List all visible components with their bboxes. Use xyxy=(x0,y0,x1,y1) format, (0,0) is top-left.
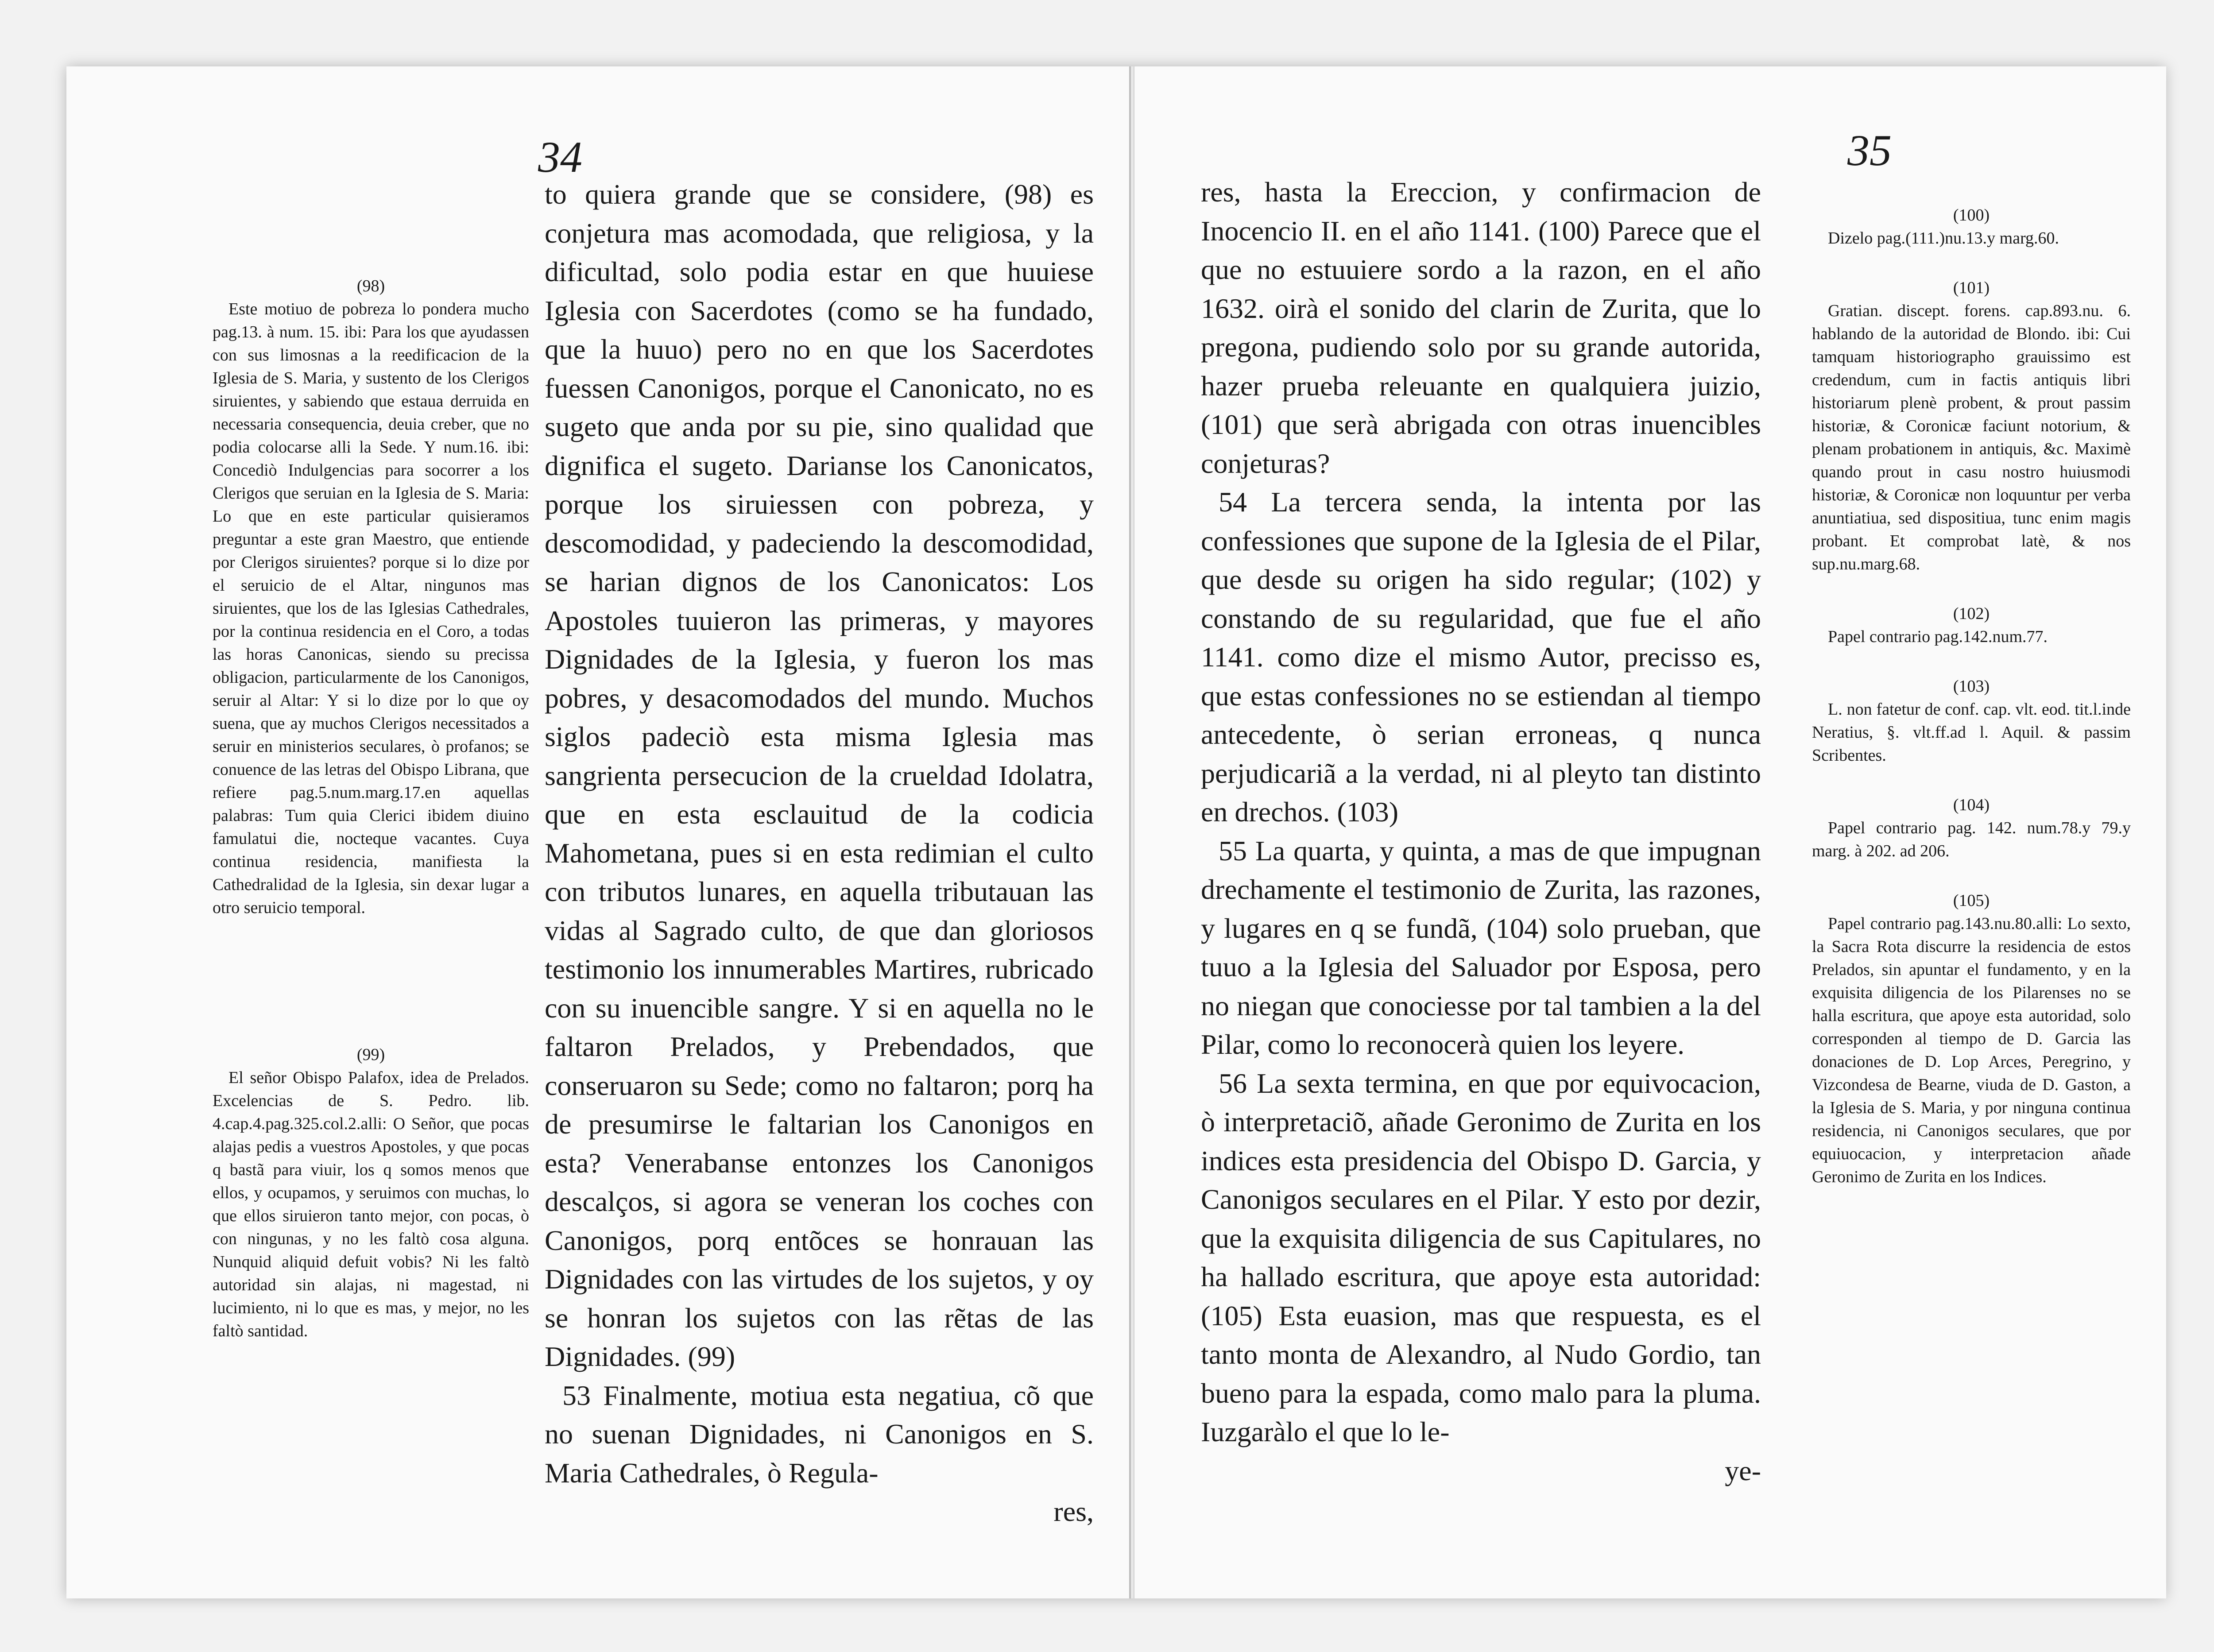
note-text: Papel contrario pag.143.nu.80.alli: Lo sexto, la Sacra Rota discurre la residencia de estos Prelados, sin apuntar el fundamento, y en la exquisita diligencia de los Pilarenses no se halla escritura, que apoye esta autoridad, solo corresponden al tiempo de D. Garcia las donaciones de D. Lop Arces, Peregrino, y Vizcondesa de Bearne, viuda de D. Gaston, a la Iglesia de S. Maria, y por ninguna continua residencia, ni Canonigos seculares, que por equiuocacion, y interpretacion añade Geronimo de Zurita en los Indices. xyxy=(1812,914,2131,1186)
paragraph: 54 La tercera senda, la intenta por las confessiones que supone de la Iglesia de el Pilar, que desde su origen ha sido regular; (102) y constando de su regularidad, que fue el año 1141. como dize el mismo Autor, precisso es, que estas confessiones no se estiendan al tiempo antecedente, ò serian erroneas, q nunca perjudicariã a la verdad, ni al pleyto tan distinto en drechos. (103) xyxy=(1201,486,1761,828)
note-text: Papel contrario pag.142.num.77. xyxy=(1828,627,2048,646)
paragraph: res, hasta la Ereccion, y confirmacion de Inocencio II. en el año 1141. (100) Parece que el que no estuuiere sordo a la razon, en el año 1632. oirà el sonido del clarin de Zurita, que lo pregona, pudiendo solo por su grande autorida, hazer prueba releuante en qualquiera juizio, (101) que serà abrigada con otras inuencibles conjeturas? xyxy=(1201,176,1761,479)
note-number: (101) xyxy=(1953,279,1990,297)
note-text: Este motiuo de pobreza lo pondera mucho pag.13. à num. 15. ibi: Para los que ayudassen con sus limosnas a la reedificacion de la Iglesia de S. Maria, y sustento de los Clerigos siruientes, y sabiendo que estaua derruida en necessaria consequencia, deuia creber, que no podia colocarse alli la Sede. Y num.16. ibi: Concediò Indulgencias para socorrer a los Clerigos que seruian en la Iglesia de S. Maria: Lo que en este particular quisieramos preguntar a este gran Maestro, que entiende por Clerigos siruientes? porque si lo dize por el seruicio de el Altar, ningunos mas siruientes, que los de las Iglesias Cathedrales, por la continua residencia en el Coro, a todas las horas Canonicas, siendo su precissa obligacion, particularmente de los Canonigos, seruir al Altar: Y si lo dize por lo que oy suena, que ay muchos Clerigos necessitados a seruir en ministerios seculares, ò profanos; se conuence de las letras del Obispo Librana, que refiere pag.5.num.marg.17.en aquellas palabras: Tum quia Clerici ibidem diuino famulatui die, nocteque vacantes. Cuya continua residencia, manifiesta la Cathedralidad de la Iglesia, sin dexar lugar a otro seruicio temporal. xyxy=(213,300,529,917)
main-text-left xyxy=(545,175,1094,1531)
margin-note xyxy=(1812,675,2131,767)
margin-notes-left xyxy=(213,275,529,1342)
note-number: (103) xyxy=(1953,677,1990,696)
margin-note xyxy=(213,275,529,919)
paragraph: 56 La sexta termina, en que por equivocacion, ò interpretaciõ, añade Geronimo de Zurita en los indices esta presidencia del Obispo D. Garcia, y Canonigos seculares en el Pilar. Y esto por dezir, que la exquisita diligencia de sus Capitulares, no ha hallado escritura, que apoye esta autoridad: (105) Esta euasion, mas que respuesta, es el tanto monta de Alexandro, al Nudo Gordio, tan bueno para la espada, como malo para la pluma. Iuzgaràlo el que lo le- xyxy=(1201,1067,1761,1447)
book-spread xyxy=(66,66,2165,1598)
paragraph: to quiera grande que se considere, (98) es conjetura mas acomodada, que religiosa, y la dificultad, solo podia estar en que huuiese Iglesia con Sacerdotes (como se ha fundado, que la huuo) pero no en que los Sacerdotes fuessen Canonigos, porque el Canonicato, no es sugeto que anda por su pie, sino qualidad que dignifica el sugeto. Darianse los Canonicatos, porque los siruiessen con pobreza, y descomodidad, y padeciendo la descomodidad, se harian dignos de los Canonicatos: Los Apostoles tuuieron las primeras, y mayores Dignidades de la Iglesia, y fueron los mas pobres, y desacomodados del mundo. Muchos siglos padeciò esta misma Iglesia mas sangrienta persecucion de la crueldad Idolatra, que en esta esclauitud de la codicia Mahometana, pues si en esta redimian el culto con tributos lunares, en aquella tributauan las vidas al Sagrado culto, de que dan gloriosos testimonio los innumerables Martires, rubricado con su inuencible sangre. Y si en aquella no le faltaron Prelados, y Prebendados, que conseruaron su Sede; como no faltaron; porq ha de presumirse le faltarian los Canonigos en esta? Venerabanse entonzes los Canonigos descalços, si agora se veneran los coches con Canonigos, porq entõces se honrauan las Dignidades con las virtudes de los sujetos, y oy se honran los sujetos con las rẽtas de las Dignidades. (99) xyxy=(545,178,1094,1372)
margin-note xyxy=(1812,602,2131,648)
main-text-right xyxy=(1201,173,1761,1490)
note-number: (105) xyxy=(1953,891,1990,910)
note-number: (100) xyxy=(1953,206,1990,224)
margin-note xyxy=(213,1043,529,1342)
note-number: (99) xyxy=(356,1045,385,1064)
left-page xyxy=(66,66,1131,1598)
margin-note xyxy=(1812,276,2131,576)
note-text: Dizelo pag.(111.)nu.13.y marg.60. xyxy=(1828,229,2059,248)
paragraph: 53 Finalmente, motiua esta negatiua, cõ que no suenan Dignidades, ni Canonigos en S. Maria Cathedrales, ò Regula- xyxy=(545,1379,1094,1489)
catchword: ye- xyxy=(1725,1455,1761,1486)
margin-note xyxy=(1812,204,2131,250)
note-text: L. non fatetur de conf. cap. vlt. eod. tit.l.inde Neratius, §. vlt.ff.ad l. Aquil. & passim Scribentes. xyxy=(1812,700,2131,765)
margin-note xyxy=(1812,889,2131,1188)
note-text: Papel contrario pag. 142. num.78.y 79.y marg. à 202. ad 206. xyxy=(1812,819,2131,860)
page-number-left: 34 xyxy=(538,132,582,182)
note-text: Gratian. discept. forens. cap.893.nu. 6. hablando de la autoridad de Blondo. ibi: Cui tamquam historiographo grauissimo est credendum, cum in factis antiquis libri historiarum plenè probent, & prout passim historiæ, & Coronicæ faciunt notorium, & plenam probationem in antiquis, &c. Maximè quando prout in casu nostro huiusmodi historiæ, & Coronicæ non loquuntur per verba anuntiatiua, sed dispositiua, tunc enim magis probant. Et comprobat latè, & nos sup.nu.marg.68. xyxy=(1812,302,2131,573)
note-number: (102) xyxy=(1953,604,1990,623)
catchword: res, xyxy=(1053,1496,1094,1527)
margin-note xyxy=(1812,793,2131,863)
note-text: El señor Obispo Palafox, idea de Prelados. Excelencias de S. Pedro. lib. 4.cap.4.pag.325.col.2.alli: O Señor, que pocas alajas pedis a vuestros Apostoles, y que pocas q bastã para viuir, los q somos menos que ellos, y ocupamos, y seruimos con muchas, lo que ellos siruieron tanto mejor, con pocas, ò con ningunas, y no les faltò cosa alguna. Nunquid aliquid defuit vobis? Ni les faltò autoridad sin alajas, ni magestad, ni lucimiento, ni lo que es mas, y mejor, no les faltò santidad. xyxy=(213,1068,529,1340)
paragraph: 55 La quarta, y quinta, a mas de que impugnan drechamente el testimonio de Zurita, las razones, y lugares en q se fundã, (104) solo prueban, que tuuo a la Iglesia del Saluador por Esposa, pero no niegan que conociesse por tal tambien a la del Pilar, como lo reconocerà quien los leyere. xyxy=(1201,835,1761,1060)
right-page xyxy=(1134,66,2166,1598)
page-number-right: 35 xyxy=(1847,126,1892,175)
note-number: (98) xyxy=(356,277,385,295)
note-number: (104) xyxy=(1953,796,1990,814)
margin-notes-right xyxy=(1812,204,2131,1188)
